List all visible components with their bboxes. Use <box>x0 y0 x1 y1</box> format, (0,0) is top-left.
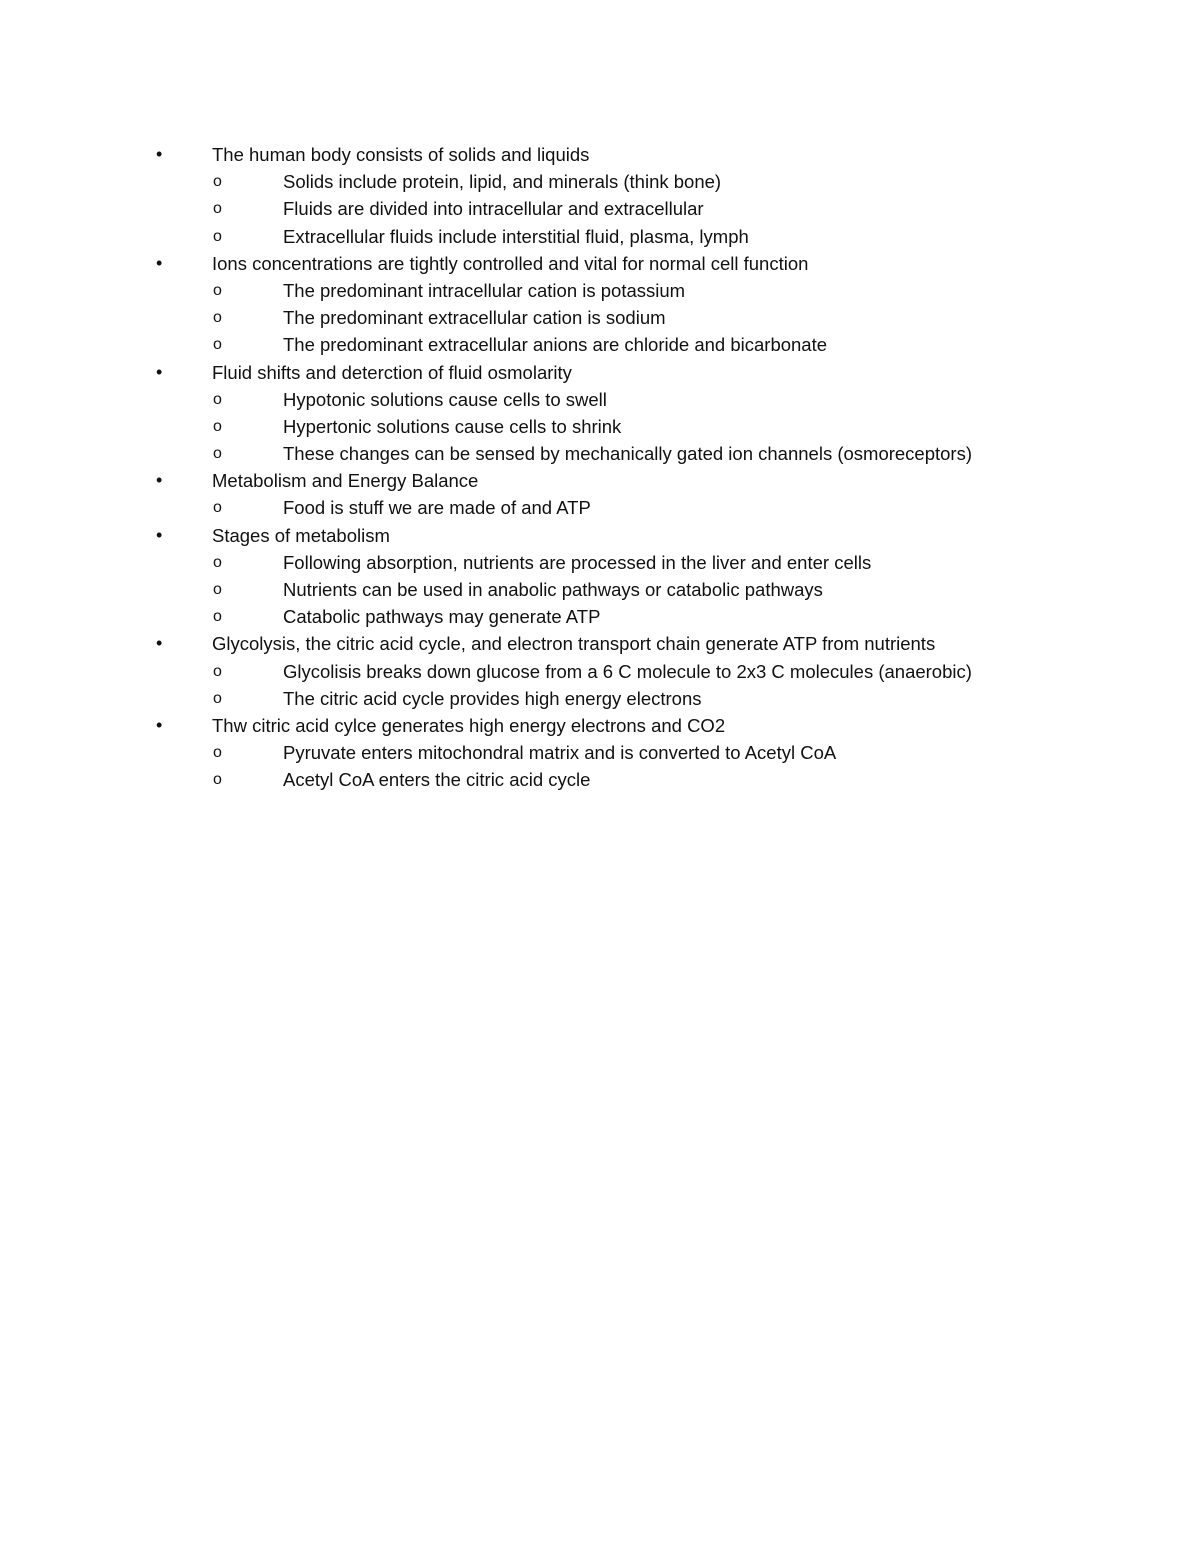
hollow-circle-bullet-icon: o <box>213 336 222 354</box>
bullet-item <box>0 250 1200 277</box>
sub-bullet-item <box>0 168 1200 195</box>
sub-bullet-text: The predominant extracellular anions are chloride and bicarbonate <box>283 334 828 356</box>
hollow-circle-bullet-icon: o <box>213 581 222 598</box>
sub-bullet-text: Pyruvate enters mitochondral matrix and is converted to Acetyl CoA <box>283 742 837 764</box>
sub-bullet-text: Hypotonic solutions cause cells to swell <box>283 388 607 410</box>
sub-bullet-text: The predominant extracellular cation is sodium <box>283 307 666 329</box>
bullet-text: Ions concentrations are tightly controlled and vital for normal cell function <box>212 252 809 274</box>
sub-bullet-text: These changes can be sensed by mechanically gated ion channels (osmoreceptors) <box>283 443 973 465</box>
bullet-text: Thw citric acid cylce generates high energy electrons and CO2 <box>212 714 726 736</box>
sub-bullet-item <box>0 304 1200 331</box>
hollow-circle-bullet-icon: o <box>213 553 222 571</box>
hollow-circle-bullet-icon: o <box>213 200 222 218</box>
sub-bullet-item <box>0 413 1200 440</box>
bullet-text: Metabolism and Energy Balance <box>212 470 479 492</box>
bullet-item <box>0 522 1200 549</box>
sub-bullet-text: Catabolic pathways may generate ATP <box>283 606 601 628</box>
bullet-text: Glycolysis, the citric acid cycle, and electron transport chain generate ATP from nutrients <box>212 633 936 655</box>
sub-bullet-text: Solids include protein, lipid, and minerals (think bone) <box>283 171 722 193</box>
hollow-circle-bullet-icon: o <box>213 771 222 789</box>
bullet-outline <box>0 141 1200 794</box>
sub-bullet-item <box>0 658 1200 685</box>
sub-bullet-item <box>0 576 1200 603</box>
sub-bullet-text: Fluids are divided into intracellular and extracellular <box>283 198 704 220</box>
sub-bullet-item <box>0 494 1200 521</box>
bullet-dot-icon: • <box>156 252 163 273</box>
bullet-item <box>0 141 1200 168</box>
bullet-dot-icon: • <box>156 470 163 491</box>
sub-bullet-text: Following absorption, nutrients are processed in the liver and enter cells <box>283 551 872 573</box>
bullet-dot-icon: • <box>156 361 163 382</box>
sub-bullet-text: Acetyl CoA enters the citric acid cycle <box>283 769 591 791</box>
hollow-circle-bullet-icon: o <box>213 309 222 327</box>
bullet-dot-icon: • <box>156 524 163 545</box>
hollow-circle-bullet-icon: o <box>213 608 222 626</box>
sub-bullet-item <box>0 766 1200 793</box>
bullet-text: The human body consists of solids and liquids <box>212 144 590 165</box>
sub-bullet-text: Food is stuff we are made of and ATP <box>283 497 591 519</box>
bullet-item <box>0 712 1200 739</box>
sub-bullet-text: The predominant intracellular cation is potassium <box>283 279 686 301</box>
bullet-text: Fluid shifts and deterction of fluid osmolarity <box>212 361 572 383</box>
sub-bullet-item <box>0 277 1200 304</box>
sub-bullet-item <box>0 603 1200 630</box>
hollow-circle-bullet-icon: o <box>213 744 222 762</box>
hollow-circle-bullet-icon: o <box>213 417 222 435</box>
sub-bullet-item <box>0 331 1200 358</box>
sub-bullet-text: The citric acid cycle provides high energy electrons <box>283 687 702 709</box>
sub-bullet-item <box>0 440 1200 467</box>
hollow-circle-bullet-icon: o <box>213 227 222 245</box>
sub-bullet-text: Hypertonic solutions cause cells to shrink <box>283 415 622 437</box>
hollow-circle-bullet-icon: o <box>213 689 222 707</box>
hollow-circle-bullet-icon: o <box>213 173 222 191</box>
bullet-dot-icon: • <box>156 714 163 735</box>
sub-bullet-item <box>0 549 1200 576</box>
sub-bullet-item <box>0 739 1200 766</box>
hollow-circle-bullet-icon: o <box>213 499 222 517</box>
sub-bullet-item <box>0 685 1200 712</box>
bullet-item <box>0 467 1200 494</box>
bullet-dot-icon: • <box>156 633 163 654</box>
hollow-circle-bullet-icon: o <box>213 662 222 680</box>
hollow-circle-bullet-icon: o <box>213 390 222 408</box>
bullet-item <box>0 630 1200 657</box>
sub-bullet-item <box>0 223 1200 250</box>
hollow-circle-bullet-icon: o <box>213 445 222 463</box>
sub-bullet-text: Nutrients can be used in anabolic pathways or catabolic pathways <box>283 579 823 600</box>
sub-bullet-item <box>0 195 1200 222</box>
sub-bullet-text: Glycolisis breaks down glucose from a 6 C molecule to 2x3 C molecules (anaerobic) <box>283 660 972 682</box>
sub-bullet-item <box>0 386 1200 413</box>
hollow-circle-bullet-icon: o <box>213 281 222 299</box>
sub-bullet-text: Extracellular fluids include interstitial fluid, plasma, lymph <box>283 225 749 247</box>
bullet-dot-icon: • <box>156 144 163 164</box>
bullet-item <box>0 359 1200 386</box>
bullet-text: Stages of metabolism <box>212 524 390 546</box>
